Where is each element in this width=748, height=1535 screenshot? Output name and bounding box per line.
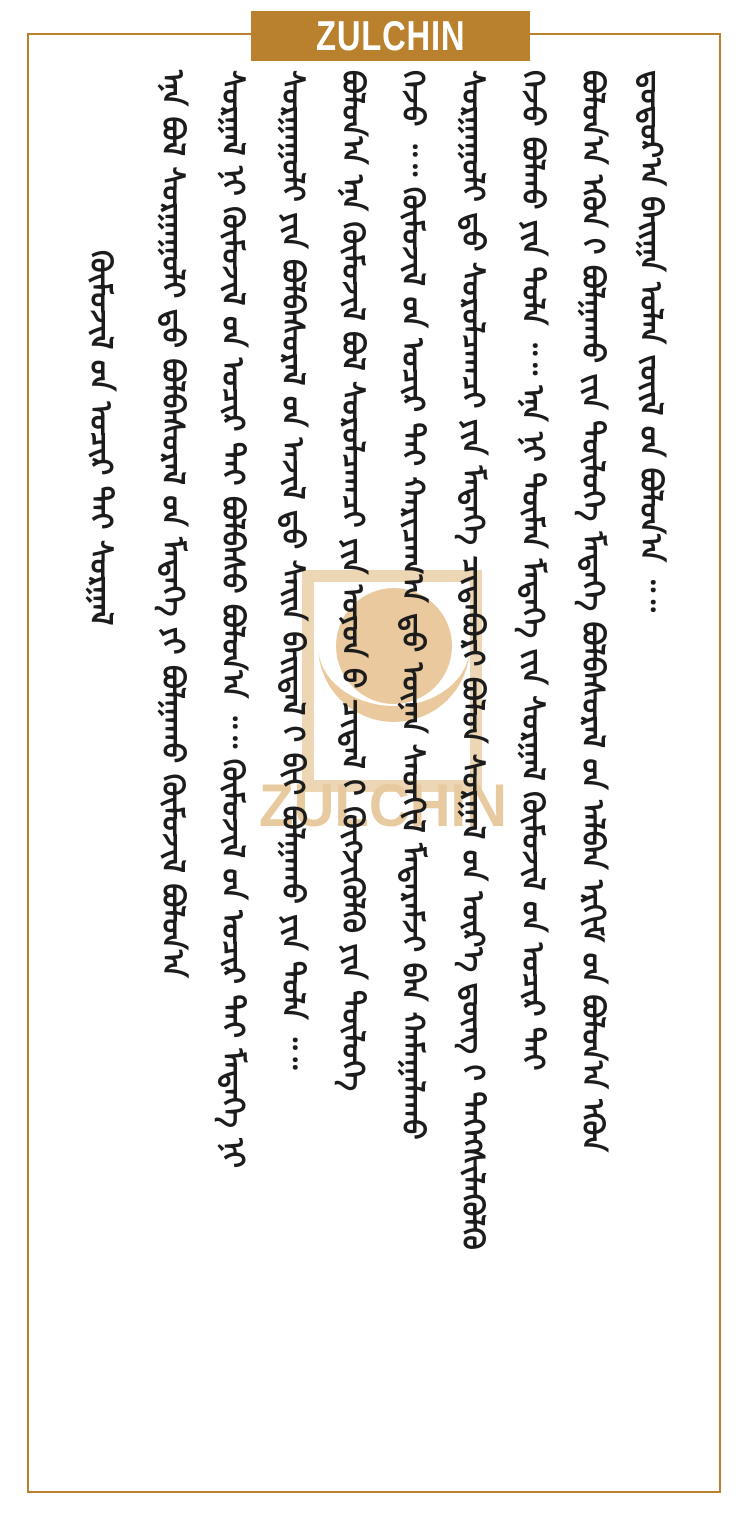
- column-text: ᠪᠣᠯᠤᠨ᠎ᠠ ᠡᠭᠦᠨ ᠢ᠋ ᠪᠣᠯᠭᠠᠬᠤ ᠵᠢᠨ ᠲᠥᠯᠦᠭᠡ ᠮᠡᠳᠡᠭᠡ ᠪᠣᠯᠪᠠᠰᠤᠷᠠᠯ ᠤ᠋ᠨ ᠠᠯᠪᠠᠨ ᠡᠷᠬᠢᠮ ᠤ᠋ᠨ ᠪᠣᠯᠤᠨ᠎ᠠ ᠡᠭᠦᠨ: [575, 70, 610, 1152]
- article-column-1: [630, 70, 670, 1480]
- article-column-7: [272, 70, 312, 1480]
- column-text: ᠭᠡᠵᠦ ᠪᠣᠯᠬᠤ ᠶᠢᠨ ᠲᠤᠯᠠ ᠃᠃ ᠡᠨᠡ ᠨᠢ ᠲᠦᠮᠡᠨ ᠮᠡᠳᠡᠭᠡ ᠵᠢᠨ ᠰᠤᠷᠭᠠᠯ ᠬᠦᠮᠦᠵᠢᠯ ᠦ᠋ᠨ ᠤᠴᠢᠷ ᠲᠠᠢ: [515, 70, 550, 1071]
- column-text: ᠰᠤᠷᠭᠠᠭᠤᠯᠢ ᠶᠢᠨ ᠪᠣᠯᠪᠠᠰᠤᠷᠠᠯ ᠤ᠋ᠨ ᠠᠵᠢᠯ ᠳ᠋ᠤ ᠰᠠᠢᠨ ᠪᠠᠢᠳᠠᠯ ᠢ᠋ ᠪᠢᠢ ᠪᠣᠯᠭᠠᠬᠤ ᠶᠢᠨ ᠲᠤᠯᠠ ᠃᠃: [275, 70, 310, 1070]
- column-text: ᠭᠡᠵᠦ ᠃᠃ ᠬᠦᠮᠦᠵᠢᠯ ᠤ᠋ᠨ ᠤᠴᠢᠷ ᠲᠠᠢ ᠬᠠᠷᠢᠴᠠᠭ᠎ᠠ ᠳ᠋ᠤ ᠦᠨᠡᠨ ᠰᠡᠳᠬᠢᠯ ᠮᠡᠳᠡᠷᠡᠮᠵᠢ ᠪᠠᠨ ᠬᠠᠮᠠᠭᠠᠯᠠᠬᠤ: [395, 70, 430, 1140]
- article-column-2: [572, 70, 612, 1480]
- watermark-text: ZULCHIN: [259, 772, 507, 839]
- article-column-6: [332, 70, 372, 1480]
- article-title-column: [80, 250, 120, 810]
- article-column-9: [152, 70, 192, 1480]
- article-column-8: [212, 70, 252, 1480]
- article-column-4: [452, 70, 492, 1480]
- article-column-5: [392, 70, 432, 1480]
- brand-name: ZULCHIN: [315, 12, 466, 59]
- column-text: ᠰᠤᠷᠭᠠᠭᠤᠯᠢ ᠳ᠋ᠤ ᠰᠤᠷᠤᠯᠴᠠᠭᠴᠢ ᠶᠢᠨ ᠮᠡᠳᠡᠭᠡ ᠴᠢᠳᠠᠪᠤᠷᠢ ᠪᠣᠯᠣᠨ ᠰᠤᠷᠭᠠᠯ ᠤ᠋ᠨ ᠦᠷ᠎ᠡ ᠳ᠋ᠦᠩ ᠢ᠋ ᠳᠡᠭᠡᠭᠰᠢᠯᠡᠭᠦᠯᠬᠦ: [455, 70, 490, 1250]
- column-text: ᠪᠣᠯᠤᠨ᠎ᠠ ᠡᠨᠡ ᠬᠦᠮᠦᠵᠢᠯ ᠪᠣᠯ ᠰᠤᠷᠤᠯᠴᠠᠭᠴᠢ ᠶᠢᠨ ᠣᠶᠤᠨ ᠤ᠋ ᠴᠢᠳᠠᠯ ᠢ᠋ ᠬᠥᠭᠵᠢᠭᠦᠯᠬᠦ ᠶᠢᠨ ᠲᠥᠯᠦᠭᠡ: [335, 70, 370, 1092]
- column-text: ᠰᠤᠷᠭᠠᠯ ᠨᠢ ᠬᠦᠮᠦᠵᠢᠯ ᠤ᠋ᠨ ᠤᠴᠢᠷ ᠲᠠᠢ ᠪᠣᠯᠪᠠᠰᠤ ᠪᠣᠯᠤᠨ᠎ᠠ ᠃᠃ ᠬᠦᠮᠦᠵᠢᠯ ᠤ᠋ᠨ ᠤᠴᠢᠷ ᠲᠠᠢ ᠮᠡᠳᠡᠭᠡ ᠨᠢ: [215, 70, 250, 1169]
- article-title: ᠬᠦᠮᠦᠵᠢᠯ ᠤ᠋ᠨ ᠤᠴᠢᠷ ᠲᠠᠢ ᠰᠤᠷᠭᠠᠯ: [83, 250, 118, 626]
- column-text: ᠡᠨᠡ ᠪᠣᠯ ᠰᠤᠷᠭᠠᠭᠤᠯᠢ ᠳ᠋ᠤ ᠪᠣᠯᠪᠠᠰᠤᠷᠠᠯ ᠤ᠋ᠨ ᠮᠡᠳᠡᠭᠡ ᠶᠢ ᠪᠣᠯᠭᠠᠬᠤ ᠬᠦᠮᠦᠵᠢᠯ ᠪᠣᠯᠤᠨ᠎ᠠ: [155, 70, 190, 978]
- brand-header: [251, 11, 530, 61]
- article-body: [60, 70, 690, 1490]
- column-text: ᠳ᠋ᠣᠲᠣᠷ᠎ᠠ ᠪᠠᠢᠭᠠ ᠣᠯᠠᠨ ᠵᠦᠢᠯ ᠤ᠋ᠨ ᠪᠣᠯᠤᠨ᠎ᠠ ᠃᠃: [633, 70, 668, 612]
- article-column-3: [512, 70, 552, 1480]
